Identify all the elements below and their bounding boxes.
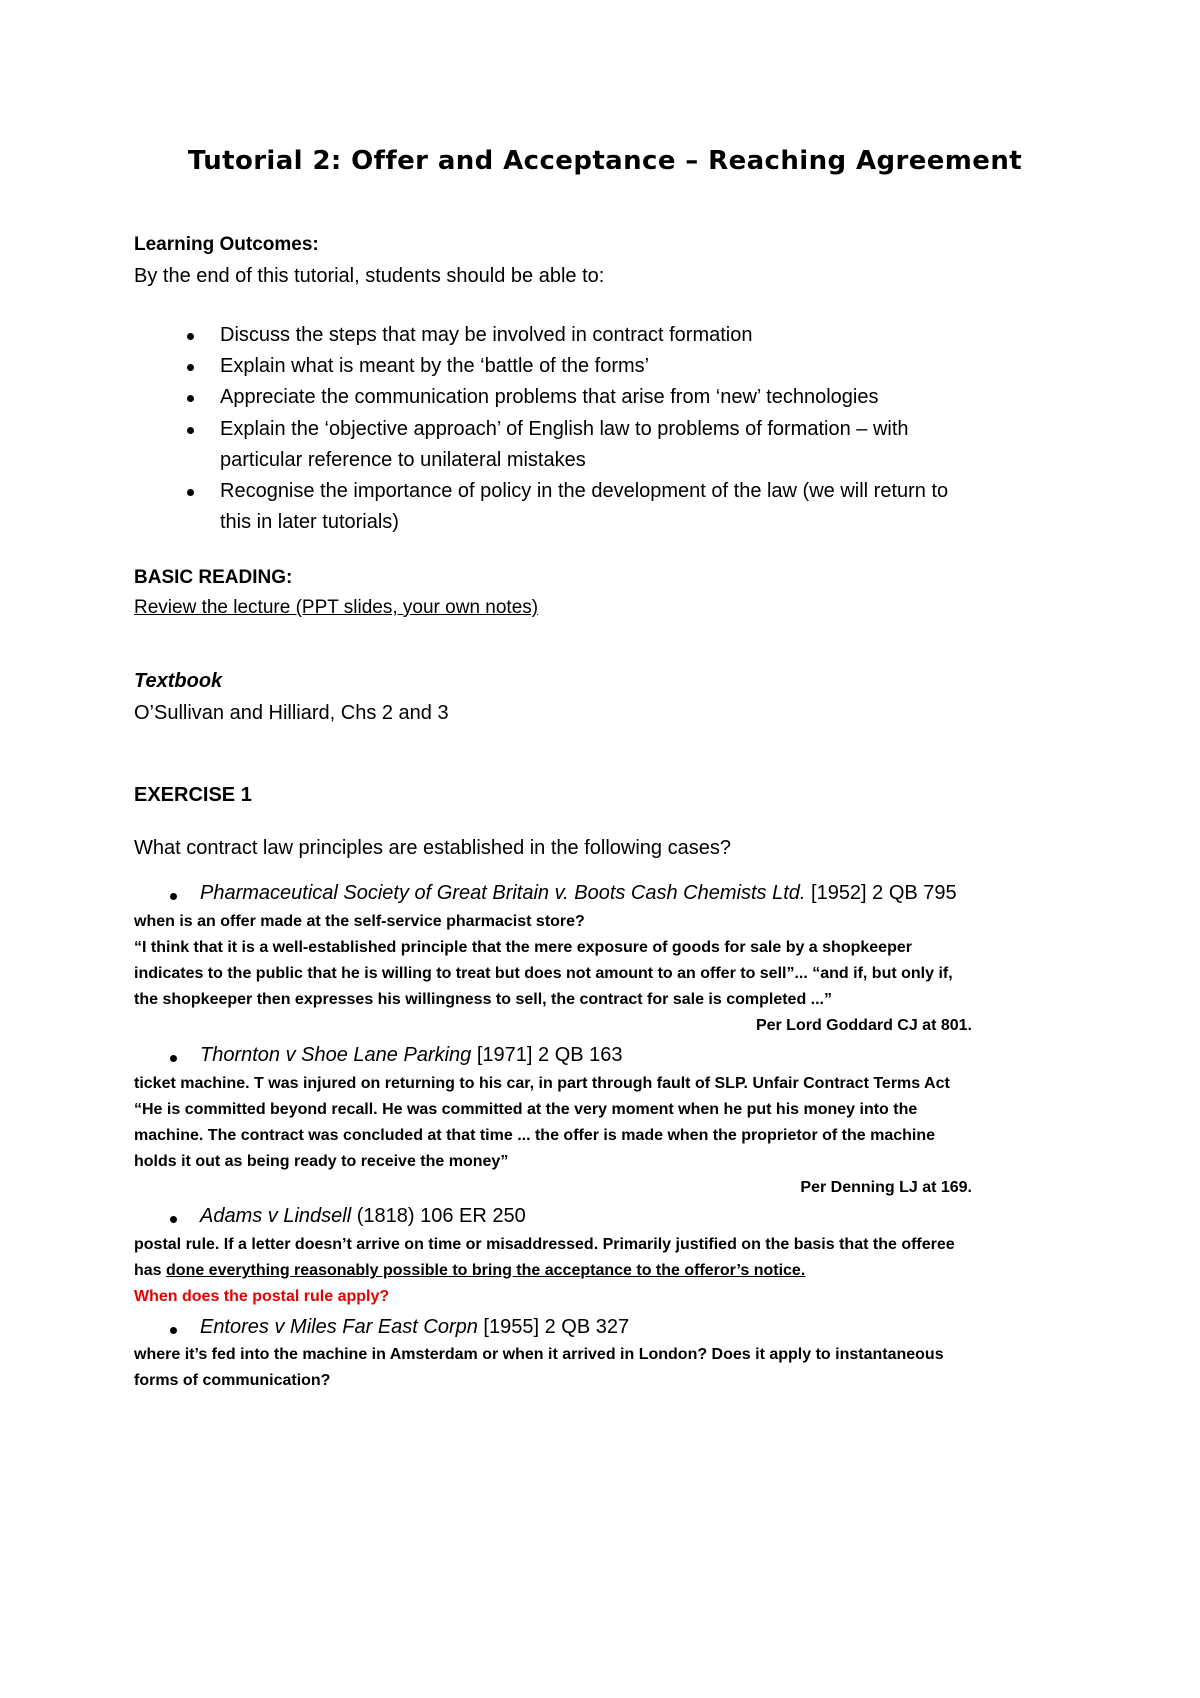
bullet-icon (187, 333, 194, 340)
list-item: Appreciate the communication problems that arise from ‘new’ technologies (220, 380, 1070, 414)
case-name: Entores v Miles Far East Corpn (200, 1316, 478, 1338)
case-citation: [1971] 2 QB 163 (471, 1044, 623, 1066)
case-title (200, 882, 957, 905)
exercise-question: What contract law principles are established in the following cases? (134, 837, 731, 859)
list-item-continuation: particular reference to unilateral mistakes (220, 449, 586, 471)
case-quote: holds it out as being ready to receive the money” (134, 1153, 509, 1170)
case-title (200, 1044, 623, 1067)
case-citation: [1952] 2 QB 795 (805, 882, 957, 904)
learning-outcomes-heading: Learning Outcomes: (134, 234, 319, 255)
case-quote: machine. The contract was concluded at that time ... the offer is made when the proprietor of the machine (134, 1127, 936, 1144)
learning-outcomes-intro: By the end of this tutorial, students should be able to: (134, 265, 605, 287)
textbook-label: Textbook (134, 670, 223, 692)
case-title (200, 1316, 629, 1339)
bullet-icon (170, 893, 177, 900)
case-note: forms of communication? (134, 1372, 331, 1389)
basic-reading-heading: BASIC READING: (134, 567, 293, 588)
case-attribution: Per Lord Goddard CJ at 801. (755, 1017, 972, 1034)
case-name: Pharmaceutical Society of Great Britain v. Boots Cash Chemists Ltd. (200, 882, 806, 904)
case-quote: indicates to the public that he is willing to treat but does not amount to an offer to sell”... “and if, but only if, (134, 965, 953, 982)
bullet-icon (170, 1216, 177, 1223)
textbook-reference: O’Sullivan and Hilliard, Chs 2 and 3 (134, 702, 449, 724)
case-quote: the shopkeeper then expresses his willingness to sell, the contract for sale is completed ...” (134, 991, 832, 1008)
review-lecture-note: Review the lecture (PPT slides, your own notes) (134, 597, 539, 618)
case-attribution: Per Denning LJ at 169. (800, 1179, 972, 1196)
bullet-icon (187, 427, 194, 434)
case-note-underlined: done everything reasonably possible to bring the acceptance to the offeror’s notice. (166, 1262, 806, 1279)
case-citation: (1818) 106 ER 250 (351, 1205, 526, 1227)
case-note: postal rule. If a letter doesn’t arrive on time or misaddressed. Primarily justified on the basis that the offeree (134, 1236, 955, 1253)
case-note: where it’s fed into the machine in Amsterdam or when it arrived in London? Does it apply to instantaneous (134, 1346, 944, 1363)
case-title (200, 1205, 526, 1228)
case-citation: [1955] 2 QB 327 (477, 1316, 630, 1338)
list-item-continuation: this in later tutorials) (220, 511, 399, 533)
bullet-icon (187, 395, 194, 402)
bullet-icon (170, 1327, 177, 1334)
bullet-icon (187, 364, 194, 371)
case-quote: “He is committed beyond recall. He was committed at the very moment when he put his money into the (134, 1101, 918, 1118)
case-note: when is an offer made at the self-service pharmacist store? (134, 913, 585, 930)
case-name: Thornton v Shoe Lane Parking (200, 1044, 472, 1066)
case-question-red: When does the postal rule apply? (134, 1288, 390, 1305)
list-item: Explain what is meant by the ‘battle of the forms’ (220, 349, 1070, 383)
exercise-heading: EXERCISE 1 (134, 784, 252, 806)
list-item: Recognise the importance of policy in the development of the law (we will return to (220, 474, 1070, 508)
case-note: has done everything reasonably possible to bring the acceptance to the offeror’s notice. (134, 1262, 806, 1279)
case-quote: “I think that it is a well-established principle that the mere exposure of goods for sale by a shopkeeper (134, 939, 912, 956)
bullet-icon (170, 1055, 177, 1062)
list-item: Explain the ‘objective approach’ of English law to problems of formation – with (220, 412, 1070, 446)
case-note: ticket machine. T was injured on returning to his car, in part through fault of SLP. Unfair Contract Terms Act (134, 1075, 950, 1092)
page-title: Tutorial 2: Offer and Acceptance – Reaching Agreement (187, 146, 1023, 176)
list-item: Discuss the steps that may be involved in contract formation (220, 318, 1070, 352)
bullet-icon (187, 489, 194, 496)
case-name: Adams v Lindsell (200, 1205, 352, 1227)
